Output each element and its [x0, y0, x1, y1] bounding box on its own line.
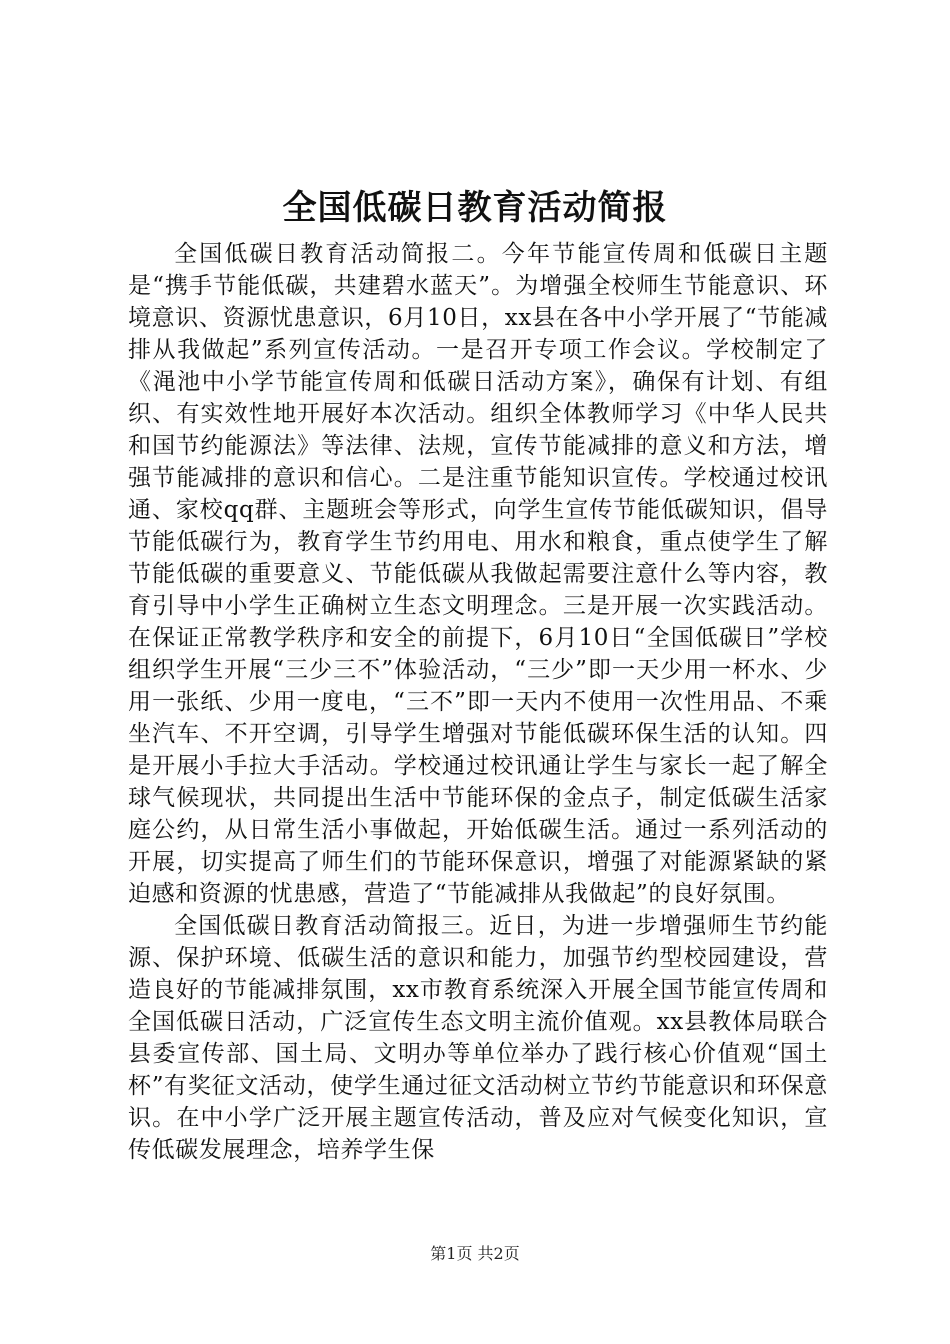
page-number-footer: 第1页 共2页 — [430, 1244, 520, 1263]
document-body — [128, 238, 828, 1166]
paragraph-1: 全国低碳日教育活动简报二。今年节能宣传周和低碳日主题是“携手节能低碳，共建碧水蓝天”。为增强全校师生节能意识、环境意识、资源忧患意识，6月10日，xx县在各中小学开展了“节能减排从我做起”系列宣传活动。一是召开专项工作会议。学校制定了《渑池中小学节能宣传周和低碳日活动方案》，确保有计划、有组织、有实效性地开展好本次活动。组织全体教师学习《中华人民共和国节约能源法》等法律、法规，宣传节能减排的意义和方法，增强节能减排的意识和信心。二是注重节能知识宣传。学校通过校讯通、家校qq群、主题班会等形式，向学生宣传节能低碳知识，倡导节能低碳行为，教育学生节约用电、用水和粮食，重点使学生了解节能低碳的重要意义、节能低碳从我做起需要注意什么等内容，教育引导中小学生正确树立生态文明理念。三是开展一次实践活动。在保证正常教学秩序和安全的前提下，6月10日“全国低碳日”学校组织学生开展“三少三不”体验活动，“三少”即一天少用一杯水、少用一张纸、少用一度电，“三不”即一天内不使用一次性用品、不乘坐汽车、不开空调，引导学生增强对节能低碳环保生活的认知。四是开展小手拉大手活动。学校通过校讯通让学生与家长一起了解全球气候现状，共同提出生活中节能环保的金点子，制定低碳生活家庭公约，从日常生活小事做起，开始低碳生活。通过一系列活动的开展，切实提高了师生们的节能环保意识，增强了对能源紧缺的紧迫感和资源的忧患感，营造了“节能减排从我做起”的良好氛围。 — [128, 241, 828, 907]
document-title: 全国低碳日教育活动简报 — [282, 188, 668, 228]
paragraph-2: 全国低碳日教育活动简报三。近日，为进一步增强师生节约能源、保护环境、低碳生活的意识和能力，加强节约型校园建设，营造良好的节能减排氛围，xx市教育系统深入开展全国节能宣传周和全国低碳日活动，广泛宣传生态文明主流价值观。xx县教体局联合县委宣传部、国土局、文明办等单位举办了践行核心价值观“国土杯”有奖征文活动，使学生通过征文活动树立节约节能意识和环保意识。在中小学广泛开展主题宣传活动，普及应对气候变化知识，宣传低碳发展理念，培养学生保 — [128, 913, 828, 1163]
